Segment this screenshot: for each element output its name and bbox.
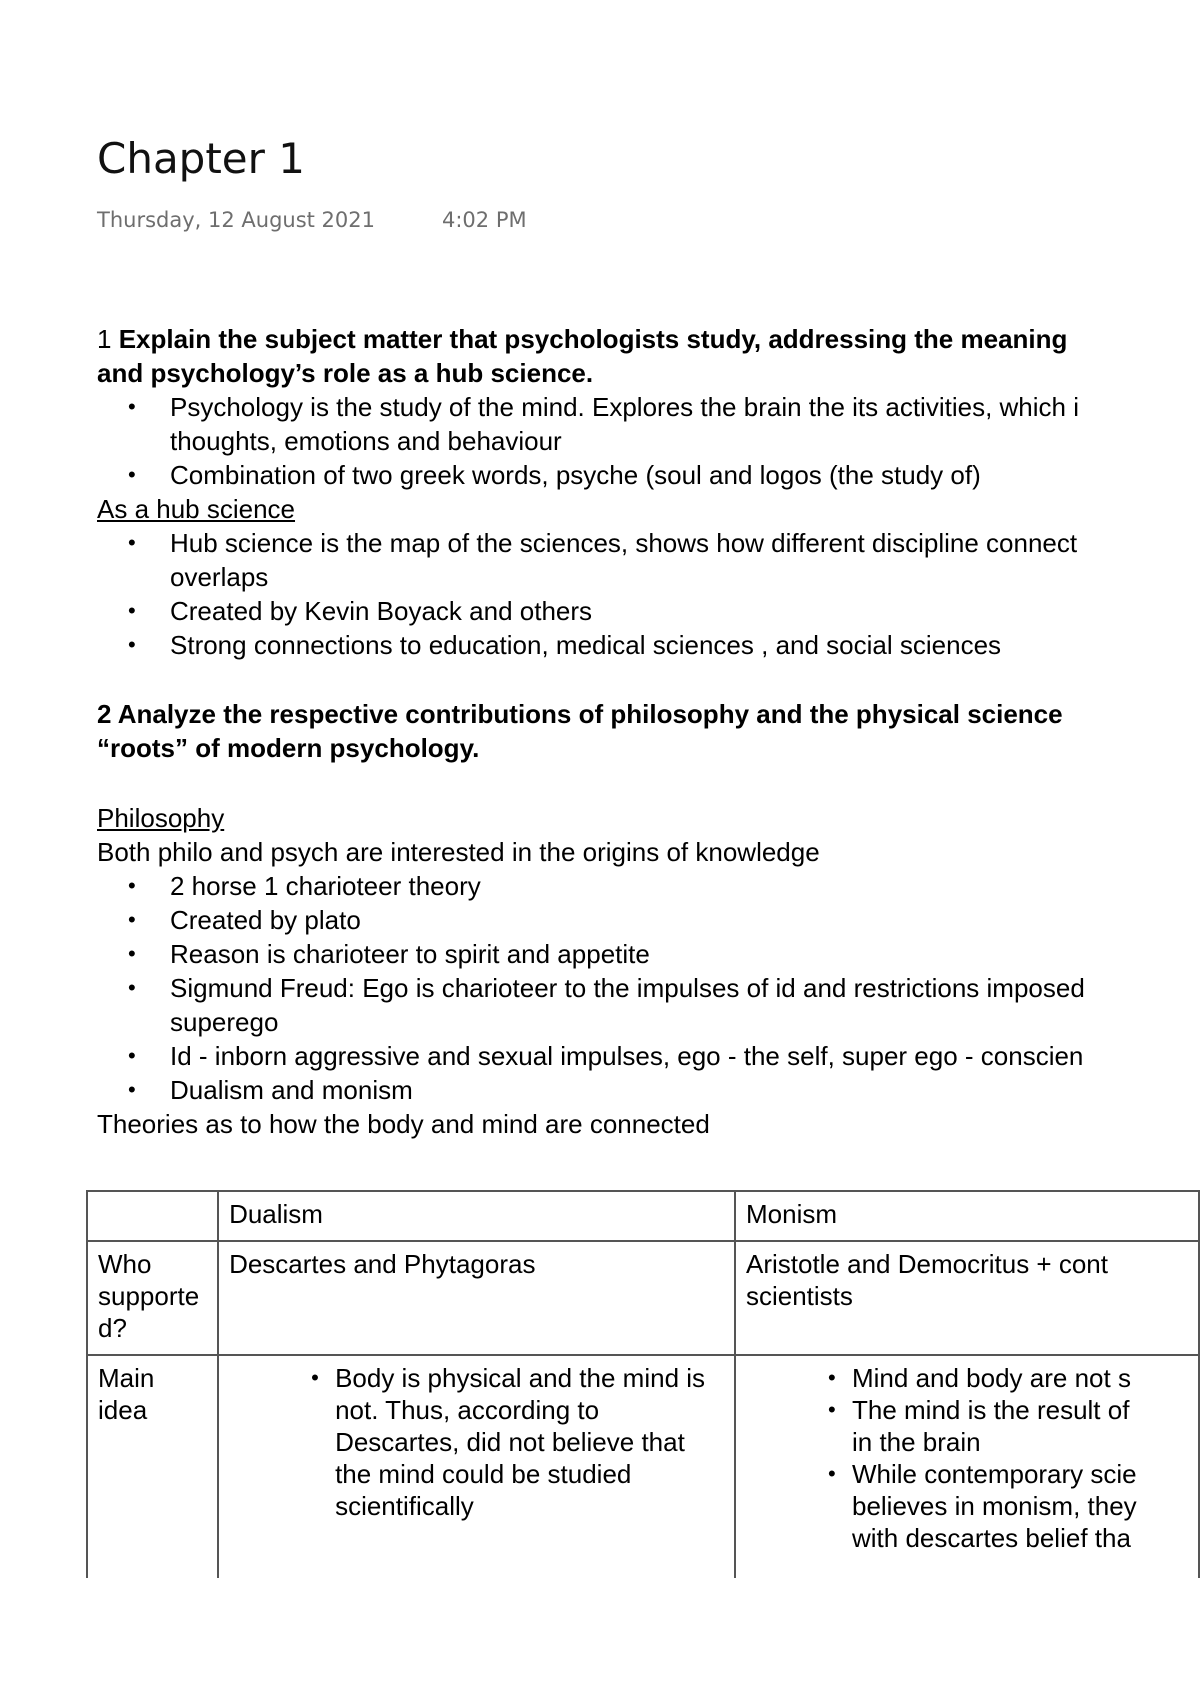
- list-item: • Created by plato: [97, 903, 1200, 937]
- question-1: [97, 322, 1200, 390]
- question-1-line-1: Explain the subject matter that psychologists study, addressing the meaning: [118, 324, 1068, 354]
- question-1-number: 1: [97, 324, 119, 354]
- list-item: • Body is physical and the mind is not. Thus, according to Descartes, did not believe that the mind could be studied scientifically: [229, 1362, 724, 1522]
- table-cell: Aristotle and Democritus + cont scientists: [735, 1241, 1199, 1355]
- philosophy-outro: Theories as to how the body and mind are connected: [97, 1109, 710, 1139]
- hub-science-heading: As a hub science: [97, 494, 296, 524]
- philosophy-bullets: [97, 869, 1200, 1107]
- question-1-line-2: and psychology’s role as a hub science.: [97, 358, 594, 388]
- list-item: • 2 horse 1 charioteer theory: [97, 869, 1200, 903]
- hub-science-bullets: [97, 526, 1200, 662]
- table-cell: Who supporte d?: [87, 1241, 218, 1355]
- list-item: • Strong connections to education, medical sciences , and social sciences: [97, 628, 1200, 662]
- philosophy-heading: Philosophy: [97, 803, 225, 833]
- table-cell: [218, 1355, 735, 1609]
- list-item: • Sigmund Freud: Ego is charioteer to the impulses of id and restrictions imposed superego: [97, 971, 1200, 1039]
- list-item: • Hub science is the map of the sciences, shows how different discipline connect overlaps: [97, 526, 1200, 594]
- page-title: Chapter 1: [97, 134, 305, 183]
- list-item: • Reason is charioteer to spirit and appetite: [97, 937, 1200, 971]
- page-time: 4:02 PM: [442, 208, 527, 232]
- question-1-bullets: [97, 390, 1200, 492]
- philosophy-intro: Both philo and psych are interested in the origins of knowledge: [97, 837, 820, 867]
- question-2-line-2: “roots” of modern psychology.: [97, 733, 480, 763]
- list-item: • The mind is the result of in the brain: [746, 1394, 1188, 1458]
- table-row: [87, 1241, 1199, 1355]
- list-item: • While contemporary scie believes in monism, they with descartes belief tha: [746, 1458, 1188, 1554]
- list-item: • Dualism and monism: [97, 1073, 1200, 1107]
- list-item: • Mind and body are not s: [746, 1362, 1188, 1394]
- list-item: • Psychology is the study of the mind. Explores the brain the its activities, which i thoughts, emotions and behaviour: [97, 390, 1200, 458]
- question-2: [97, 697, 1200, 765]
- table-row: [87, 1355, 1199, 1609]
- table-header-cell: [87, 1191, 218, 1241]
- table-cell: Descartes and Phytagoras: [218, 1241, 735, 1355]
- table-cell: [735, 1355, 1199, 1609]
- dualism-idea-list: [229, 1362, 724, 1522]
- dualism-monism-table: [86, 1190, 1200, 1610]
- note-content: [97, 322, 1200, 1141]
- list-item: • Created by Kevin Boyack and others: [97, 594, 1200, 628]
- table-cell: Main idea: [87, 1355, 218, 1609]
- page-bottom-margin: [0, 1578, 1200, 1698]
- question-2-line-1: Analyze the respective contributions of philosophy and the physical science: [117, 699, 1063, 729]
- list-item: • Id - inborn aggressive and sexual impulses, ego - the self, super ego - conscien: [97, 1039, 1200, 1073]
- monism-idea-list: [746, 1362, 1188, 1554]
- table-row: [87, 1191, 1199, 1241]
- table-header-cell: Monism: [735, 1191, 1199, 1241]
- page-date: Thursday, 12 August 2021: [97, 208, 376, 232]
- page-meta: [97, 206, 527, 234]
- list-item: • Combination of two greek words, psyche (soul and logos (the study of): [97, 458, 1200, 492]
- table-header-cell: Dualism: [218, 1191, 735, 1241]
- question-2-number: 2: [97, 699, 118, 729]
